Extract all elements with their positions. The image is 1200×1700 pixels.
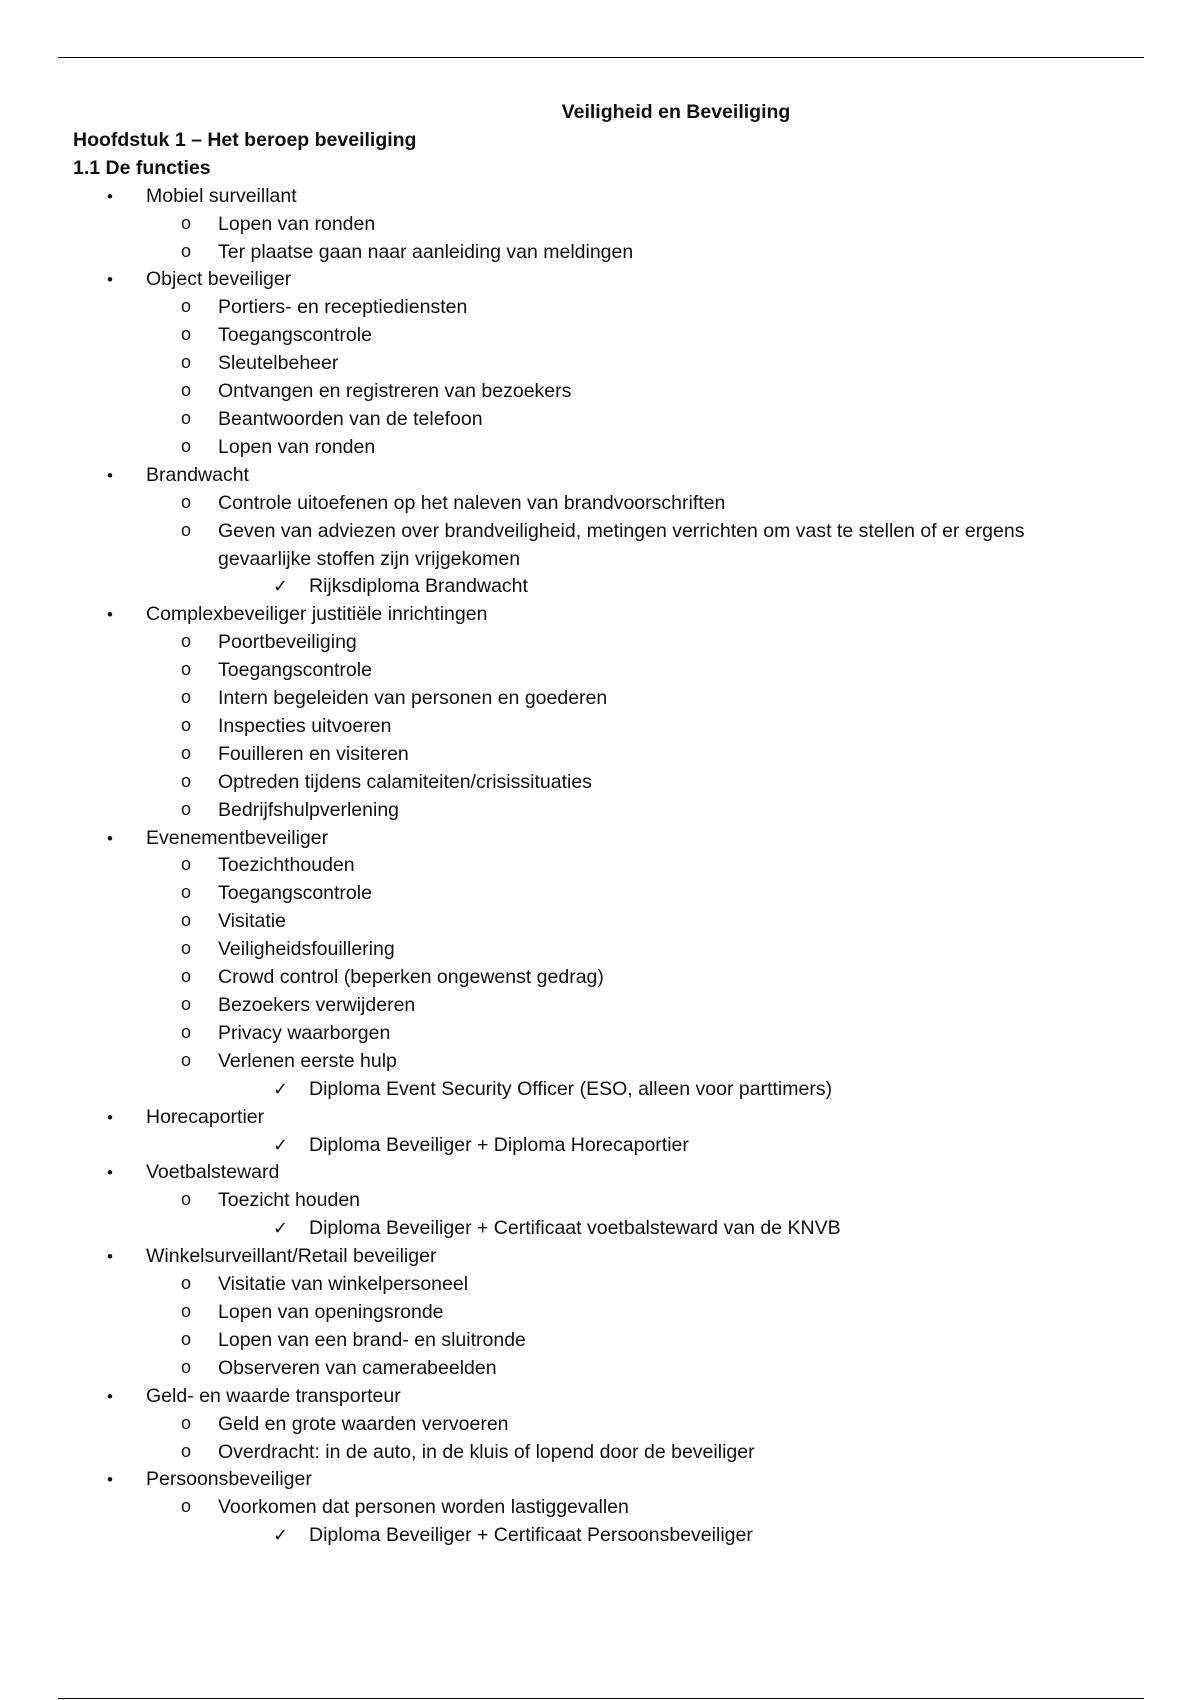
sub-marker: o bbox=[181, 1412, 192, 1433]
check-icon: ✓ bbox=[273, 1134, 289, 1155]
sub-marker: o bbox=[181, 770, 192, 791]
function-label: Mobiel surveillant bbox=[146, 184, 297, 207]
bullet-marker: • bbox=[107, 1386, 113, 1406]
task-label: Geven van adviezen over brandveiligheid, metingen verrichten om vast te stellen of er ergens gevaarlijke stoffen zijn vrijgekomen bbox=[218, 519, 1025, 570]
header-rule bbox=[58, 57, 1144, 58]
task-label: Controle uitoefenen op het naleven van brandvoorschriften bbox=[218, 491, 726, 514]
task-item bbox=[146, 239, 1133, 267]
function-label: Complexbeveiliger justitiële inrichtingen bbox=[146, 603, 488, 626]
task-label: Visitatie bbox=[218, 910, 286, 933]
function-label: Winkelsurveillant/Retail beveiliger bbox=[146, 1245, 437, 1268]
check-icon: ✓ bbox=[273, 1218, 289, 1239]
qualification-label: Diploma Event Security Officer (ESO, alleen voor parttimers) bbox=[309, 1077, 833, 1100]
task-label: Poortbeveiliging bbox=[218, 631, 357, 654]
sub-marker: o bbox=[181, 882, 192, 903]
bullet-marker: • bbox=[107, 1470, 113, 1490]
bullet-marker: • bbox=[107, 186, 113, 206]
task-item bbox=[146, 490, 1133, 518]
task-label: Ontvangen en registreren van bezoekers bbox=[218, 380, 572, 403]
task-item bbox=[146, 378, 1133, 406]
task-label: Toegangscontrole bbox=[218, 324, 372, 347]
sub-marker: o bbox=[181, 519, 192, 540]
task-item bbox=[146, 852, 1133, 880]
function-label: Voetbalsteward bbox=[146, 1161, 280, 1184]
sub-marker: o bbox=[181, 1273, 192, 1294]
sub-marker: o bbox=[181, 1300, 192, 1321]
task-item bbox=[146, 406, 1133, 434]
task-label: Portiers- en receptiediensten bbox=[218, 296, 468, 319]
task-label: Inspecties uitvoeren bbox=[218, 714, 392, 737]
bullet-marker: • bbox=[107, 828, 113, 848]
sub-marker: o bbox=[181, 687, 192, 708]
task-label: Privacy waarborgen bbox=[218, 1021, 391, 1044]
task-label: Geld en grote waarden vervoeren bbox=[218, 1412, 509, 1435]
function-list bbox=[73, 183, 1133, 1550]
task-label: Toezichthouden bbox=[218, 854, 355, 877]
function-item bbox=[73, 1383, 1133, 1467]
function-item bbox=[73, 266, 1133, 461]
sub-marker: o bbox=[181, 296, 192, 317]
task-item bbox=[146, 741, 1133, 769]
sub-marker: o bbox=[181, 240, 192, 261]
check-icon: ✓ bbox=[273, 576, 289, 597]
sub-marker: o bbox=[181, 910, 192, 931]
task-label: Voorkomen dat personen worden lastiggevallen bbox=[218, 1496, 629, 1519]
bullet-marker: • bbox=[107, 1163, 113, 1183]
sub-marker: o bbox=[181, 966, 192, 987]
document-body bbox=[73, 99, 1133, 1550]
task-item bbox=[146, 769, 1133, 797]
task-label: Visitatie van winkelpersoneel bbox=[218, 1273, 469, 1296]
task-label: Observeren van camerabeelden bbox=[218, 1356, 497, 1379]
task-label: Overdracht: in de auto, in de kluis of lopend door de beveiliger bbox=[218, 1440, 755, 1463]
sub-marker: o bbox=[181, 324, 192, 345]
function-item bbox=[73, 1243, 1133, 1383]
task-label: Toegangscontrole bbox=[218, 882, 372, 905]
sub-marker: o bbox=[181, 742, 192, 763]
task-item bbox=[146, 1187, 1133, 1243]
function-label: Persoonsbeveiliger bbox=[146, 1468, 312, 1491]
task-label: Verlenen eerste hulp bbox=[218, 1049, 397, 1072]
bullet-marker: • bbox=[107, 465, 113, 485]
sub-marker: o bbox=[181, 435, 192, 456]
task-item bbox=[146, 657, 1133, 685]
sub-marker: o bbox=[181, 380, 192, 401]
task-item bbox=[146, 1439, 1133, 1467]
task-item bbox=[146, 1271, 1133, 1299]
task-label: Lopen van ronden bbox=[218, 435, 376, 458]
qualification-label: Diploma Beveiliger + Diploma Horecaportier bbox=[309, 1133, 689, 1156]
sub-marker: o bbox=[181, 1189, 192, 1210]
task-label: Lopen van een brand- en sluitronde bbox=[218, 1328, 526, 1351]
sub-marker: o bbox=[181, 407, 192, 428]
sub-marker: o bbox=[181, 938, 192, 959]
task-label: Toezicht houden bbox=[218, 1189, 361, 1212]
task-item bbox=[146, 1299, 1133, 1327]
task-label: Beantwoorden van de telefoon bbox=[218, 407, 483, 430]
footer-rule bbox=[58, 1698, 1144, 1699]
task-item bbox=[146, 797, 1133, 825]
task-item bbox=[146, 880, 1133, 908]
task-item bbox=[146, 908, 1133, 936]
task-item bbox=[146, 518, 1133, 602]
task-item bbox=[146, 936, 1133, 964]
task-item bbox=[146, 350, 1133, 378]
task-item bbox=[146, 1327, 1133, 1355]
task-item bbox=[146, 713, 1133, 741]
function-item bbox=[73, 1466, 1133, 1550]
qualification-label: Diploma Beveiliger + Certificaat Persoonsbeveiliger bbox=[309, 1524, 753, 1547]
sub-marker: o bbox=[181, 631, 192, 652]
task-item bbox=[146, 1494, 1133, 1550]
task-item bbox=[146, 1355, 1133, 1383]
qualification-item bbox=[218, 1522, 1133, 1550]
task-item bbox=[146, 1020, 1133, 1048]
task-item bbox=[146, 1048, 1133, 1104]
task-label: Lopen van openingsronde bbox=[218, 1300, 444, 1323]
task-label: Bezoekers verwijderen bbox=[218, 994, 416, 1016]
task-item bbox=[146, 434, 1133, 462]
bullet-marker: • bbox=[107, 270, 113, 290]
sub-marker: o bbox=[181, 352, 192, 373]
function-label: Object beveiliger bbox=[146, 268, 292, 291]
function-item bbox=[73, 462, 1133, 602]
task-label: Ter plaatse gaan naar aanleiding van meldingen bbox=[218, 240, 634, 263]
qualification-item bbox=[218, 1132, 1133, 1160]
qualification-item bbox=[218, 1215, 1133, 1243]
sub-marker: o bbox=[181, 1496, 192, 1517]
function-label: Brandwacht bbox=[146, 463, 249, 486]
task-item bbox=[146, 964, 1133, 992]
bullet-marker: • bbox=[107, 1107, 113, 1127]
bullet-marker: • bbox=[107, 1247, 113, 1267]
sub-marker: o bbox=[181, 854, 192, 875]
task-label: Bedrijfshulpverlening bbox=[218, 798, 400, 821]
function-item bbox=[73, 825, 1133, 1104]
function-label: Horecaportier bbox=[146, 1105, 265, 1128]
qualification-item bbox=[218, 1076, 1133, 1104]
task-item bbox=[146, 294, 1133, 322]
task-item bbox=[146, 629, 1133, 657]
task-item bbox=[146, 992, 1133, 1020]
chapter-heading: Hoofdstuk 1 – Het beroep beveiliging bbox=[73, 128, 417, 151]
sub-marker: o bbox=[181, 659, 192, 680]
function-item bbox=[73, 601, 1133, 824]
function-item bbox=[73, 183, 1133, 267]
sub-marker: o bbox=[181, 798, 192, 819]
task-label: Veiligheidsfouillering bbox=[218, 938, 395, 961]
sub-marker: o bbox=[181, 994, 192, 1014]
task-item bbox=[146, 1411, 1133, 1439]
qualification-item bbox=[218, 573, 1133, 601]
function-item bbox=[73, 1159, 1133, 1243]
task-label: Crowd control (beperken ongewenst gedrag) bbox=[218, 966, 604, 989]
sub-marker: o bbox=[181, 1021, 192, 1042]
task-label: Fouilleren en visiteren bbox=[218, 742, 409, 765]
task-label: Intern begeleiden van personen en goederen bbox=[218, 687, 608, 710]
task-label: Toegangscontrole bbox=[218, 659, 372, 682]
document-title: Veiligheid en Beveiliging bbox=[561, 101, 791, 123]
qualification-label: Rijksdiploma Brandwacht bbox=[309, 575, 528, 598]
check-icon: ✓ bbox=[273, 1525, 289, 1546]
check-icon: ✓ bbox=[273, 1078, 289, 1099]
function-label: Evenementbeveiliger bbox=[146, 826, 329, 849]
section-heading: 1.1 De functies bbox=[73, 156, 211, 179]
task-label: Sleutelbeheer bbox=[218, 352, 339, 375]
sub-marker: o bbox=[181, 1440, 192, 1461]
task-item bbox=[146, 322, 1133, 350]
qualification-label: Diploma Beveiliger + Certificaat voetbalsteward van de KNVB bbox=[309, 1217, 841, 1240]
function-label: Geld- en waarde transporteur bbox=[146, 1384, 401, 1407]
function-item bbox=[73, 1104, 1133, 1160]
task-label: Lopen van ronden bbox=[218, 212, 376, 235]
task-item bbox=[146, 685, 1133, 713]
sub-marker: o bbox=[181, 212, 192, 233]
sub-marker: o bbox=[181, 491, 192, 512]
task-label: Optreden tijdens calamiteiten/crisissituaties bbox=[218, 770, 592, 793]
sub-marker: o bbox=[181, 714, 192, 735]
sub-marker: o bbox=[181, 1356, 192, 1377]
sub-marker: o bbox=[181, 1328, 192, 1349]
bullet-marker: • bbox=[107, 605, 113, 625]
task-item bbox=[146, 211, 1133, 239]
sub-marker: o bbox=[181, 1049, 192, 1070]
